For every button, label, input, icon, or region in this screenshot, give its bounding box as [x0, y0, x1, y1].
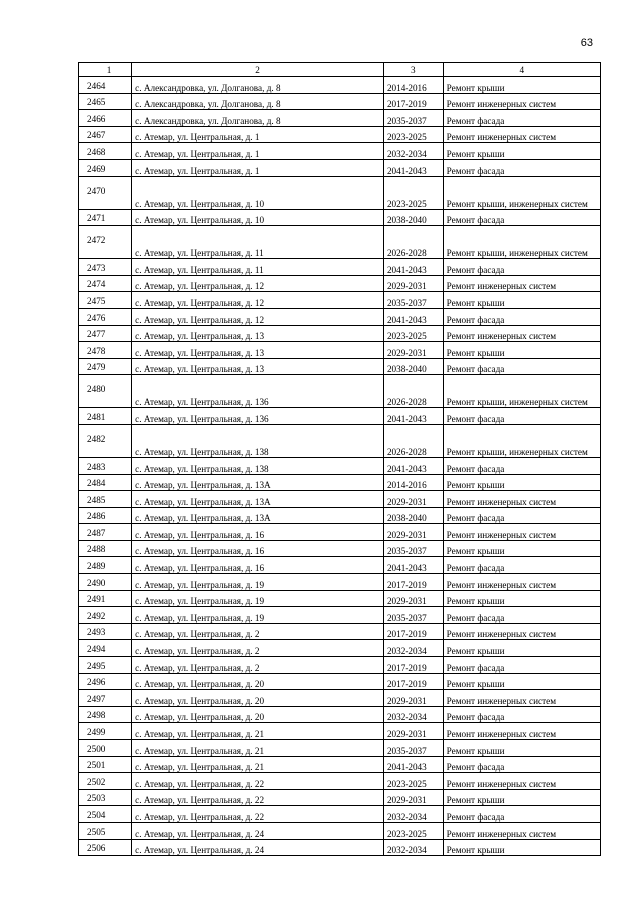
row-period: 2029-2031	[383, 275, 443, 292]
row-number	[79, 325, 132, 342]
table-row	[79, 723, 601, 740]
repair-schedule-table	[78, 62, 601, 856]
row-number	[79, 93, 132, 110]
row-period: 2041-2043	[383, 557, 443, 574]
row-number-text: 2487	[87, 527, 106, 538]
row-period: 2029-2031	[383, 491, 443, 508]
table-row	[79, 176, 601, 209]
header-col-1: 1	[79, 63, 132, 77]
table-row	[79, 839, 601, 856]
row-address: с. Атемар, ул. Центральная, д. 19	[132, 607, 384, 624]
row-address: с. Атемар, ул. Центральная, д. 13	[132, 342, 384, 359]
row-work-type: Ремонт крыши	[443, 740, 600, 757]
table-row	[79, 292, 601, 309]
table-row	[79, 540, 601, 557]
row-work-type: Ремонт фасада	[443, 706, 600, 723]
row-address: с. Атемар, ул. Центральная, д. 20	[132, 673, 384, 690]
row-address: с. Атемар, ул. Центральная, д. 1	[132, 159, 384, 176]
row-work-type: Ремонт крыши, инженерных систем	[443, 375, 600, 408]
row-work-type: Ремонт фасада	[443, 259, 600, 276]
table-row	[79, 557, 601, 574]
table-row	[79, 408, 601, 425]
row-work-type: Ремонт крыши	[443, 590, 600, 607]
table-row	[79, 822, 601, 839]
row-address: с. Атемар, ул. Центральная, д. 12	[132, 292, 384, 309]
row-work-type: Ремонт фасада	[443, 557, 600, 574]
row-work-type: Ремонт инженерных систем	[443, 723, 600, 740]
row-address: с. Атемар, ул. Центральная, д. 21	[132, 723, 384, 740]
row-period: 2035-2037	[383, 110, 443, 127]
table-row	[79, 773, 601, 790]
row-number-text: 2489	[87, 561, 106, 572]
table-row	[79, 110, 601, 127]
row-period: 2029-2031	[383, 342, 443, 359]
row-work-type: Ремонт инженерных систем	[443, 822, 600, 839]
row-work-type: Ремонт фасада	[443, 159, 600, 176]
row-period: 2041-2043	[383, 159, 443, 176]
row-number	[79, 491, 132, 508]
row-number-text: 2499	[87, 727, 106, 737]
row-number-text: 2483	[87, 461, 106, 472]
row-number	[79, 839, 132, 856]
row-period: 2029-2031	[383, 789, 443, 806]
row-period: 2014-2016	[383, 474, 443, 491]
row-number	[79, 540, 132, 557]
table-row	[79, 524, 601, 541]
table-row	[79, 574, 601, 591]
row-number	[79, 457, 132, 474]
row-work-type: Ремонт фасада	[443, 308, 600, 325]
row-number	[79, 424, 132, 457]
table-row	[79, 491, 601, 508]
row-number-text: 2468	[87, 146, 106, 157]
row-number-text: 2484	[87, 478, 106, 489]
header-col-3: 3	[383, 63, 443, 77]
row-address: с. Атемар, ул. Центральная, д. 22	[132, 789, 384, 806]
row-work-type: Ремонт инженерных систем	[443, 574, 600, 591]
row-number	[79, 308, 132, 325]
row-work-type: Ремонт фасада	[443, 657, 600, 674]
row-number-text: 2503	[87, 793, 106, 804]
page-number: 63	[580, 37, 593, 49]
row-number	[79, 126, 132, 143]
row-number-text: 2500	[87, 743, 106, 754]
row-address: с. Атемар, ул. Центральная, д. 21	[132, 756, 384, 773]
row-period: 2014-2016	[383, 77, 443, 94]
row-address: с. Атемар, ул. Центральная, д. 136	[132, 375, 384, 408]
row-period: 2023-2025	[383, 126, 443, 143]
row-work-type: Ремонт инженерных систем	[443, 126, 600, 143]
row-period: 2032-2034	[383, 806, 443, 823]
table-row	[79, 706, 601, 723]
row-work-type: Ремонт фасада	[443, 358, 600, 375]
row-period: 2035-2037	[383, 740, 443, 757]
row-number	[79, 408, 132, 425]
row-number-text: 2473	[87, 262, 106, 273]
row-period: 2032-2034	[383, 839, 443, 856]
row-address: с. Александровка, ул. Долганова, д. 8	[132, 110, 384, 127]
table-row	[79, 623, 601, 640]
row-address: с. Атемар, ул. Центральная, д. 138	[132, 424, 384, 457]
row-address: с. Атемар, ул. Центральная, д. 22	[132, 806, 384, 823]
table-row	[79, 590, 601, 607]
row-address: с. Атемар, ул. Центральная, д. 2	[132, 657, 384, 674]
row-number-text: 2469	[87, 163, 106, 174]
row-address: с. Атемар, ул. Центральная, д. 20	[132, 706, 384, 723]
table-row	[79, 607, 601, 624]
row-address: с. Атемар, ул. Центральная, д. 12	[132, 308, 384, 325]
row-work-type: Ремонт фасада	[443, 607, 600, 624]
row-number	[79, 259, 132, 276]
row-number	[79, 209, 132, 226]
row-work-type: Ремонт крыши	[443, 789, 600, 806]
row-period: 2023-2025	[383, 176, 443, 209]
table-row	[79, 77, 601, 94]
row-address: с. Атемар, ул. Центральная, д. 24	[132, 839, 384, 856]
table-row	[79, 457, 601, 474]
row-number-text: 2505	[87, 826, 106, 837]
table-header-row	[79, 63, 601, 77]
row-address: с. Атемар, ул. Центральная, д. 12	[132, 275, 384, 292]
table-row	[79, 325, 601, 342]
row-work-type: Ремонт инженерных систем	[443, 524, 600, 541]
row-number-text: 2497	[87, 693, 106, 704]
row-number-text: 2474	[87, 279, 106, 290]
row-work-type: Ремонт инженерных систем	[443, 773, 600, 790]
row-number	[79, 342, 132, 359]
row-number-text: 2504	[87, 809, 106, 820]
row-address: с. Атемар, ул. Центральная, д. 16	[132, 540, 384, 557]
row-work-type: Ремонт фасада	[443, 806, 600, 823]
table-row	[79, 93, 601, 110]
table-body	[79, 77, 601, 856]
row-period: 2035-2037	[383, 607, 443, 624]
row-work-type: Ремонт инженерных систем	[443, 275, 600, 292]
row-work-type: Ремонт фасада	[443, 457, 600, 474]
row-number	[79, 275, 132, 292]
row-work-type: Ремонт крыши	[443, 839, 600, 856]
row-number-text: 2466	[87, 113, 106, 124]
row-number	[79, 590, 132, 607]
row-address: с. Атемар, ул. Центральная, д. 16	[132, 557, 384, 574]
row-work-type: Ремонт фасада	[443, 110, 600, 127]
row-address: с. Атемар, ул. Центральная, д. 13	[132, 325, 384, 342]
row-period: 2023-2025	[383, 822, 443, 839]
table-row	[79, 690, 601, 707]
table-row	[79, 226, 601, 259]
row-number	[79, 789, 132, 806]
row-address: с. Атемар, ул. Центральная, д. 13А	[132, 507, 384, 524]
row-number	[79, 640, 132, 657]
table-row	[79, 507, 601, 524]
row-work-type: Ремонт крыши	[443, 77, 600, 94]
row-address: с. Атемар, ул. Центральная, д. 11	[132, 226, 384, 259]
row-number	[79, 806, 132, 823]
row-address: с. Атемар, ул. Центральная, д. 22	[132, 773, 384, 790]
row-work-type: Ремонт инженерных систем	[443, 325, 600, 342]
row-address: с. Атемар, ул. Центральная, д. 13А	[132, 491, 384, 508]
row-work-type: Ремонт крыши	[443, 673, 600, 690]
row-number	[79, 110, 132, 127]
row-address: с. Атемар, ул. Центральная, д. 20	[132, 690, 384, 707]
row-number	[79, 723, 132, 740]
row-address: с. Атемар, ул. Центральная, д. 11	[132, 259, 384, 276]
row-number-text: 2485	[87, 494, 106, 505]
row-period: 2017-2019	[383, 657, 443, 674]
row-number	[79, 822, 132, 839]
row-number-text: 2492	[87, 610, 106, 621]
table-row	[79, 740, 601, 757]
row-number	[79, 159, 132, 176]
row-address: с. Атемар, ул. Центральная, д. 19	[132, 574, 384, 591]
row-number-text: 2475	[87, 295, 106, 306]
row-number-text: 2464	[87, 80, 106, 91]
table-row	[79, 308, 601, 325]
row-work-type: Ремонт инженерных систем	[443, 93, 600, 110]
row-number	[79, 673, 132, 690]
row-period: 2038-2040	[383, 507, 443, 524]
row-number-text: 2481	[87, 411, 106, 422]
table-row	[79, 126, 601, 143]
row-work-type: Ремонт крыши	[443, 342, 600, 359]
row-number	[79, 524, 132, 541]
row-work-type: Ремонт фасада	[443, 756, 600, 773]
row-address: с. Александровка, ул. Долганова, д. 8	[132, 93, 384, 110]
row-address: с. Атемар, ул. Центральная, д. 10	[132, 209, 384, 226]
row-period: 2032-2034	[383, 143, 443, 160]
row-period: 2017-2019	[383, 93, 443, 110]
table-row	[79, 342, 601, 359]
row-number-text: 2478	[87, 345, 106, 356]
row-work-type: Ремонт крыши	[443, 540, 600, 557]
row-number	[79, 756, 132, 773]
table-row	[79, 640, 601, 657]
row-work-type: Ремонт крыши, инженерных систем	[443, 226, 600, 259]
row-number-text: 2482	[87, 433, 106, 444]
row-period: 2026-2028	[383, 375, 443, 408]
row-number	[79, 375, 132, 408]
row-address: с. Атемар, ул. Центральная, д. 10	[132, 176, 384, 209]
table-row	[79, 275, 601, 292]
row-number-text: 2496	[87, 677, 106, 688]
row-address: с. Атемар, ул. Центральная, д. 19	[132, 590, 384, 607]
row-number-text: 2494	[87, 644, 106, 655]
row-address: с. Атемар, ул. Центральная, д. 13	[132, 358, 384, 375]
row-address: с. Атемар, ул. Центральная, д. 21	[132, 740, 384, 757]
table-row	[79, 806, 601, 823]
row-period: 2041-2043	[383, 756, 443, 773]
row-work-type: Ремонт инженерных систем	[443, 491, 600, 508]
row-number-text: 2498	[87, 710, 106, 721]
table-row	[79, 358, 601, 375]
row-address: с. Атемар, ул. Центральная, д. 136	[132, 408, 384, 425]
row-work-type: Ремонт фасада	[443, 408, 600, 425]
row-number	[79, 507, 132, 524]
row-number-text: 2493	[87, 627, 106, 638]
header-col-2: 2	[132, 63, 384, 77]
row-period: 2017-2019	[383, 673, 443, 690]
row-number	[79, 773, 132, 790]
row-number	[79, 706, 132, 723]
row-number	[79, 474, 132, 491]
row-number-text: 2495	[87, 660, 106, 671]
row-period: 2032-2034	[383, 640, 443, 657]
row-period: 2035-2037	[383, 292, 443, 309]
row-number	[79, 557, 132, 574]
row-number	[79, 623, 132, 640]
row-period: 2032-2034	[383, 706, 443, 723]
table-row	[79, 789, 601, 806]
row-number-text: 2490	[87, 577, 106, 588]
row-period: 2041-2043	[383, 259, 443, 276]
header-col-4: 4	[443, 63, 600, 77]
row-period: 2026-2028	[383, 226, 443, 259]
row-period: 2041-2043	[383, 457, 443, 474]
row-period: 2041-2043	[383, 408, 443, 425]
table-row	[79, 143, 601, 160]
row-number-text: 2476	[87, 312, 106, 323]
row-work-type: Ремонт крыши, инженерных систем	[443, 424, 600, 457]
row-work-type: Ремонт крыши	[443, 474, 600, 491]
row-number-text: 2506	[87, 843, 106, 854]
row-number	[79, 740, 132, 757]
row-period: 2026-2028	[383, 424, 443, 457]
row-period: 2023-2025	[383, 773, 443, 790]
row-period: 2029-2031	[383, 524, 443, 541]
row-number-text: 2470	[87, 185, 106, 196]
row-number-text: 2465	[87, 97, 106, 108]
row-address: с. Атемар, ул. Центральная, д. 24	[132, 822, 384, 839]
row-period: 2041-2043	[383, 308, 443, 325]
row-work-type: Ремонт фасада	[443, 507, 600, 524]
row-number-text: 2486	[87, 511, 106, 522]
row-number	[79, 574, 132, 591]
row-number-text: 2467	[87, 130, 106, 141]
row-address: с. Атемар, ул. Центральная, д. 138	[132, 457, 384, 474]
row-number-text: 2479	[87, 362, 106, 373]
table-row	[79, 209, 601, 226]
row-period: 2038-2040	[383, 358, 443, 375]
row-period: 2017-2019	[383, 574, 443, 591]
row-period: 2029-2031	[383, 590, 443, 607]
row-period: 2038-2040	[383, 209, 443, 226]
row-address: с. Атемар, ул. Центральная, д. 13А	[132, 474, 384, 491]
row-address: с. Атемар, ул. Центральная, д. 1	[132, 143, 384, 160]
row-number-text: 2480	[87, 384, 106, 395]
table-row	[79, 375, 601, 408]
row-address: с. Александровка, ул. Долганова, д. 8	[132, 77, 384, 94]
row-address: с. Атемар, ул. Центральная, д. 2	[132, 623, 384, 640]
row-work-type: Ремонт инженерных систем	[443, 623, 600, 640]
row-work-type: Ремонт инженерных систем	[443, 690, 600, 707]
row-number	[79, 226, 132, 259]
row-number	[79, 292, 132, 309]
table-row	[79, 673, 601, 690]
row-period: 2029-2031	[383, 690, 443, 707]
row-period: 2023-2025	[383, 325, 443, 342]
row-address: с. Атемар, ул. Центральная, д. 16	[132, 524, 384, 541]
row-period: 2035-2037	[383, 540, 443, 557]
row-number	[79, 607, 132, 624]
row-number	[79, 657, 132, 674]
row-number-text: 2471	[87, 213, 106, 224]
row-number	[79, 143, 132, 160]
row-period: 2017-2019	[383, 623, 443, 640]
table-row	[79, 657, 601, 674]
row-number	[79, 358, 132, 375]
row-number	[79, 77, 132, 94]
row-number-text: 2501	[87, 760, 106, 771]
table-row	[79, 159, 601, 176]
table-row	[79, 474, 601, 491]
row-work-type: Ремонт крыши	[443, 292, 600, 309]
row-number	[79, 176, 132, 209]
row-work-type: Ремонт крыши	[443, 143, 600, 160]
row-address: с. Атемар, ул. Центральная, д. 2	[132, 640, 384, 657]
row-number	[79, 690, 132, 707]
row-number-text: 2502	[87, 776, 106, 787]
row-address: с. Атемар, ул. Центральная, д. 1	[132, 126, 384, 143]
table-row	[79, 259, 601, 276]
row-number-text: 2488	[87, 544, 106, 555]
row-work-type: Ремонт крыши, инженерных систем	[443, 176, 600, 209]
row-number-text: 2472	[87, 235, 106, 246]
row-work-type: Ремонт крыши	[443, 640, 600, 657]
row-period: 2029-2031	[383, 723, 443, 740]
row-work-type: Ремонт фасада	[443, 209, 600, 226]
table-row	[79, 424, 601, 457]
row-number-text: 2477	[87, 329, 106, 340]
table-row	[79, 756, 601, 773]
row-number-text: 2491	[87, 594, 106, 605]
